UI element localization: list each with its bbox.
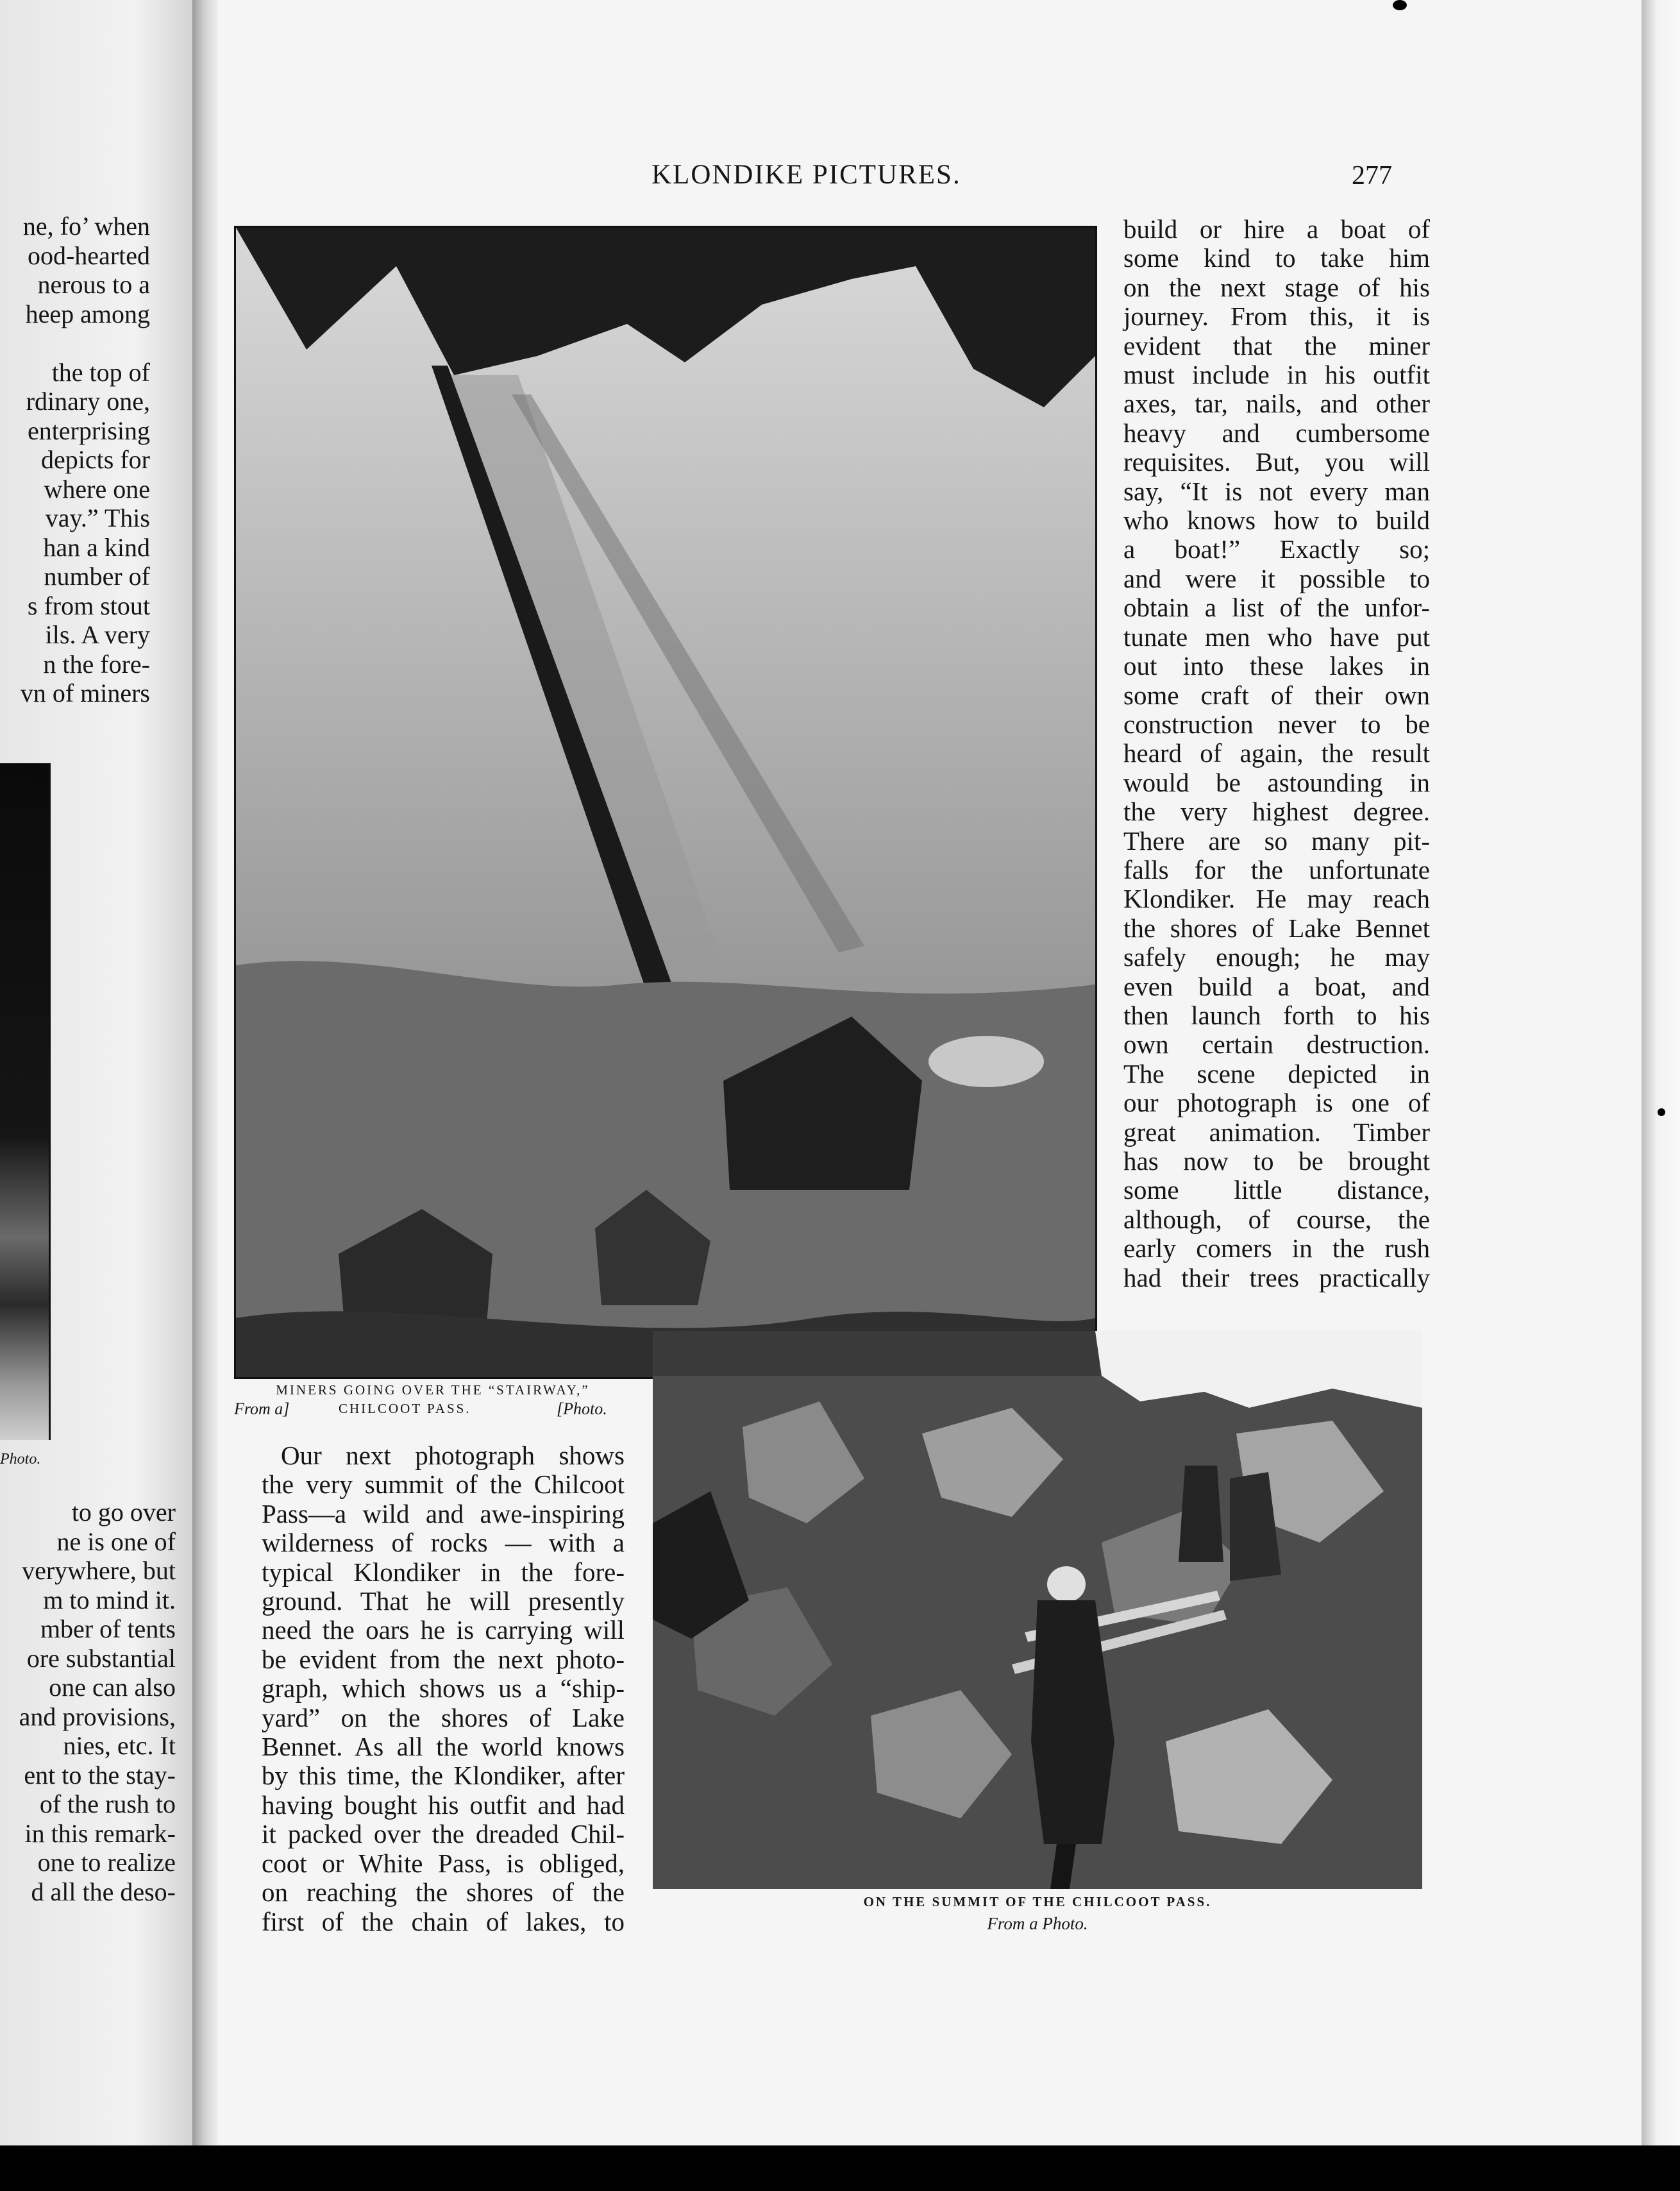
stairway-caption-title: MINERS GOING OVER THE “STAIRWAY,”	[276, 1382, 590, 1398]
text-line: would be astounding in	[1123, 767, 1430, 797]
page-number: 277	[1352, 161, 1392, 190]
left-fragment: in this remark-	[24, 1818, 176, 1848]
scan-speck	[1658, 1108, 1665, 1116]
text-line: journey. From this, it is	[1123, 301, 1430, 332]
text-line: heavy and cumbersome	[1123, 418, 1430, 448]
text-line: say, “It is not every man	[1123, 476, 1430, 506]
text-line: build or hire a boat of	[1123, 214, 1430, 244]
text-line: the shores of Lake Bennet	[1123, 913, 1430, 943]
left-fragment: ne, fo’ when	[22, 212, 150, 241]
text-line: axes, tar, nails, and other	[1123, 389, 1430, 419]
text-line: ground. That he will presently	[262, 1586, 625, 1616]
stairway-caption-from: From a]	[234, 1400, 290, 1418]
left-fragment: han a kind	[43, 532, 150, 562]
text-line: tunate men who have put	[1123, 622, 1430, 652]
left-fragment: depicts for	[41, 445, 150, 474]
text-line: some craft of their own	[1123, 680, 1430, 710]
text-line: heard of again, the result	[1123, 738, 1430, 768]
text-line: the very summit of the Chilcoot	[262, 1469, 625, 1500]
text-line: Pass—a wild and awe-inspiring	[262, 1498, 625, 1528]
left-text-column	[262, 1441, 625, 1936]
text-line: and were it possible to	[1123, 563, 1430, 593]
left-fragment: mber of tents	[40, 1614, 176, 1643]
left-fragment: ood-hearted	[27, 241, 150, 270]
left-fragment: one can also	[49, 1673, 176, 1702]
text-line: out into these lakes in	[1123, 651, 1430, 681]
left-page-top-text	[21, 212, 150, 708]
scan-speck	[1393, 0, 1407, 10]
text-line: although, of course, the	[1123, 1204, 1430, 1234]
stairway-caption-place: CHILCOOT PASS.	[339, 1401, 471, 1416]
text-line: Klondiker. He may reach	[1123, 884, 1430, 914]
stairway-photo	[234, 226, 1097, 1379]
text-line: on reaching the shores of the	[262, 1877, 625, 1908]
text-line: obtain a list of the unfor-	[1123, 593, 1430, 623]
page-edge	[1642, 0, 1680, 2145]
summit-photo	[653, 1331, 1422, 1889]
text-line: be evident from the next photo-	[262, 1644, 625, 1674]
left-fragment: heep among	[25, 299, 150, 328]
text-line: great animation. Timber	[1123, 1117, 1430, 1147]
text-line: who knows how to build	[1123, 505, 1430, 536]
left-fragment: s from stout	[27, 591, 150, 620]
left-fragment: of the rush to	[39, 1789, 176, 1818]
text-line: construction never to be	[1123, 709, 1430, 739]
left-page-bottom-text	[19, 1498, 176, 1906]
text-line: must include in his outfit	[1123, 360, 1430, 390]
left-page-photo-caption: Photo.	[0, 1451, 41, 1468]
text-line: Our next photograph shows	[281, 1441, 625, 1470]
summit-caption-from: From a Photo.	[987, 1914, 1088, 1933]
left-fragment: number of	[44, 562, 150, 591]
text-line: had their trees practically	[1123, 1262, 1430, 1292]
scan-border	[0, 2145, 1680, 2191]
left-fragment: the top of	[51, 357, 150, 387]
text-line: having bought his outfit and had	[262, 1789, 625, 1820]
left-fragment: d all the deso-	[31, 1877, 176, 1906]
text-line: a boat!” Exactly so;	[1123, 534, 1430, 564]
text-line: by this time, the Klondiker, after	[262, 1761, 625, 1791]
left-fragment: one to realize	[37, 1848, 176, 1877]
text-line: typical Klondiker in the fore-	[262, 1557, 625, 1587]
text-line: even build a boat, and	[1123, 971, 1430, 1001]
text-line: some little distance,	[1123, 1175, 1430, 1205]
text-line: has now to be brought	[1123, 1146, 1430, 1176]
text-line: wilderness of rocks — with a	[262, 1528, 625, 1558]
text-line: requisites. But, you will	[1123, 447, 1430, 477]
text-line: our photograph is one of	[1123, 1088, 1430, 1118]
text-line: own certain destruction.	[1123, 1029, 1430, 1060]
left-fragment: ils. A very	[45, 620, 150, 649]
summit-caption-title: ON THE SUMMIT OF THE CHILCOOT PASS.	[863, 1894, 1212, 1909]
left-fragment: nerous to a	[37, 270, 150, 299]
text-line: early comers in the rush	[1123, 1233, 1430, 1264]
left-fragment: m to mind it.	[43, 1585, 176, 1614]
stairway-caption-photo: [Photo.	[557, 1400, 607, 1418]
text-line: There are so many pit-	[1123, 825, 1430, 856]
text-line: falls for the unfortunate	[1123, 854, 1430, 884]
stairway-photo-image	[236, 228, 1095, 1377]
right-text-column	[1123, 215, 1430, 1292]
text-line: then launch forth to his	[1123, 1000, 1430, 1030]
left-fragment: verywhere, but	[22, 1556, 176, 1585]
text-line: it packed over the dreaded Chil-	[262, 1819, 625, 1849]
text-line: Bennet. As all the world knows	[262, 1732, 625, 1762]
text-line: first of the chain of lakes, to	[262, 1906, 625, 1936]
book-gutter	[192, 0, 218, 2145]
summit-photo-image	[653, 1331, 1422, 1889]
text-line: The scene depicted in	[1123, 1058, 1430, 1088]
text-line: safely enough; he may	[1123, 942, 1430, 972]
left-fragment: vay.” This	[45, 503, 150, 532]
left-fragment: rdinary one,	[26, 387, 150, 416]
running-head: KLONDIKE PICTURES.	[651, 160, 961, 190]
text-line: on the next stage of his	[1123, 272, 1430, 302]
text-line: coot or White Pass, is obliged,	[262, 1848, 625, 1878]
text-line: some kind to take him	[1123, 243, 1430, 273]
left-fragment: and provisions,	[19, 1702, 176, 1731]
left-page	[0, 0, 192, 2145]
text-line: yard” on the shores of Lake	[262, 1702, 625, 1732]
left-fragment: where one	[44, 474, 150, 503]
left-fragment: n the fore-	[43, 649, 150, 679]
left-fragment: enterprising	[27, 416, 150, 445]
left-fragment: nies, etc. It	[63, 1731, 176, 1760]
text-line: graph, which shows us a “ship-	[262, 1673, 625, 1704]
left-fragment: ore substantial	[26, 1643, 176, 1673]
left-fragment: to go over	[71, 1498, 176, 1527]
text-line: evident that the miner	[1123, 330, 1430, 360]
left-fragment: ne is one of	[56, 1527, 176, 1556]
left-fragment: vn of miners	[20, 679, 150, 707]
left-page-photo	[0, 763, 51, 1440]
text-line: need the oars he is carrying will	[262, 1615, 625, 1645]
text-line: the very highest degree.	[1123, 797, 1430, 827]
left-fragment: ent to the stay-	[24, 1760, 176, 1789]
